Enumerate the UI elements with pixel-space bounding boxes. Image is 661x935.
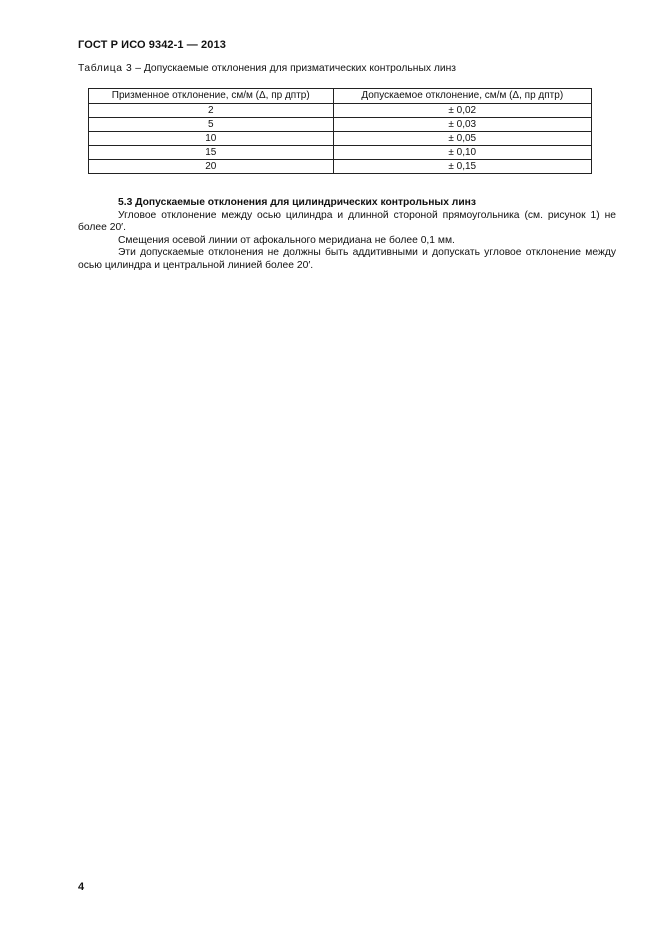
section-title: 5.3 Допускаемые отклонения для цилиндрических контрольных линз [118,197,477,208]
section-paragraph: Угловое отклонение между осью цилиндра и длинной стороной прямоугольника (см. рисунок 1) не более 20′. [78,209,616,234]
table-caption-text: – Допускаемые отклонения для призматических контрольных линз [132,63,457,74]
table-cell-tolerance: ± 0,05 [333,132,592,146]
column-header-tolerance: Допускаемое отклонение, см/м (Δ, пр дптр) [333,89,592,104]
section-paragraph: Смещения осевой линии от афокального меридиана не более 0,1 мм. [118,234,455,246]
table-row [89,118,592,132]
table-row [89,132,592,146]
page-number: 4 [78,881,85,893]
document-header: ГОСТ Р ИСО 9342-1 — 2013 [78,39,226,51]
table-cell-prism: 2 [89,104,334,118]
section-5-3 [78,197,616,273]
table-row [89,160,592,174]
column-header-prism-deviation: Призменное отклонение, см/м (Δ, пр дптр) [89,89,334,104]
table-caption [78,63,456,74]
table-cell-tolerance: ± 0,10 [333,146,592,160]
section-paragraph: Эти допускаемые отклонения не должны быть аддитивными и допускать угловое отклонение между осью цилиндра и центральной линией более 20′. [78,247,616,271]
table-caption-label: Таблица 3 [78,63,133,74]
table-cell-tolerance: ± 0,02 [333,104,592,118]
table-row [89,146,592,160]
table-cell-prism: 15 [89,146,334,160]
table-cell-prism: 10 [89,132,334,146]
table-cell-tolerance: ± 0,03 [333,118,592,132]
table-cell-prism: 20 [89,160,334,174]
table-row [89,104,592,118]
table-header-row [89,89,592,104]
table-cell-prism: 5 [89,118,334,132]
tolerance-table [88,88,592,174]
table-cell-tolerance: ± 0,15 [333,160,592,174]
